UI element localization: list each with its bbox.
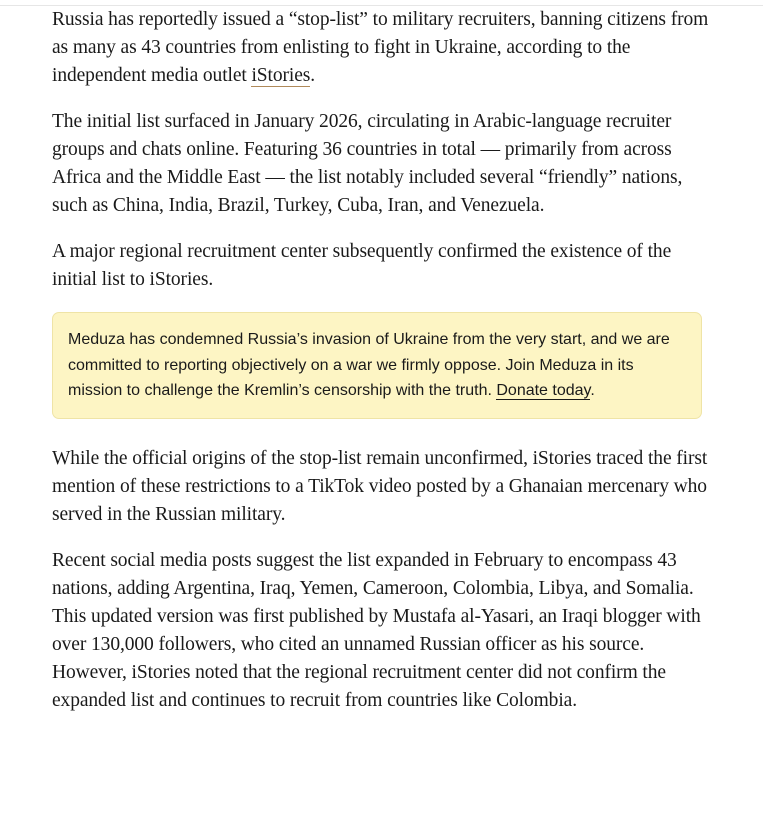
donation-callout [52,312,702,419]
article-body [52,6,712,733]
paragraph: Recent social media posts suggest the list expanded in February to encompass 43 nations, adding Argentina, Iraq, Yemen, Cameroon, Colombia, Libya, and Somalia. This updated version was first published by Mustafa al-Yasari, an Iraqi blogger with over 130,000 followers, who cited an unnamed Russian officer as his source. However, iStories noted that the regional recruitment center did not confirm the expanded list and continues to recruit from countries like Colombia. [52,550,701,712]
istories-link[interactable]: iStories [251,65,311,86]
donate-link[interactable]: Donate today [496,382,591,400]
paragraph-intro: Russia has reportedly issued a “stop-list” to military recruiters, banning citizens from as many as 43 countries from enlisting to fight in Ukraine, according to the independent media outlet iStories. [52,9,709,86]
paragraph: A major regional recruitment center subsequently confirmed the existence of the initial list to iStories. [52,241,672,290]
paragraph: While the official origins of the stop-list remain unconfirmed, iStories traced the first mention of these restrictions to a TikTok video posted by a Ghanaian mercenary who served in the Russian military. [52,448,708,526]
paragraph: The initial list surfaced in January 2026, circulating in Arabic-language recruiter groups and chats online. Featuring 36 countries in total — primarily from across Africa and the Middle East — the list notably included several “friendly” nations, such as China, India, Brazil, Turkey, Cuba, Iran, and Venezuela. [52,111,683,216]
callout-text: Meduza has condemned Russia’s invasion of Ukraine from the very start, and we are committed to reporting objectively on a war we firmly oppose. Join Meduza in its mission to challenge the Kremlin’s censorship with the truth. Donate today. [68,331,670,400]
